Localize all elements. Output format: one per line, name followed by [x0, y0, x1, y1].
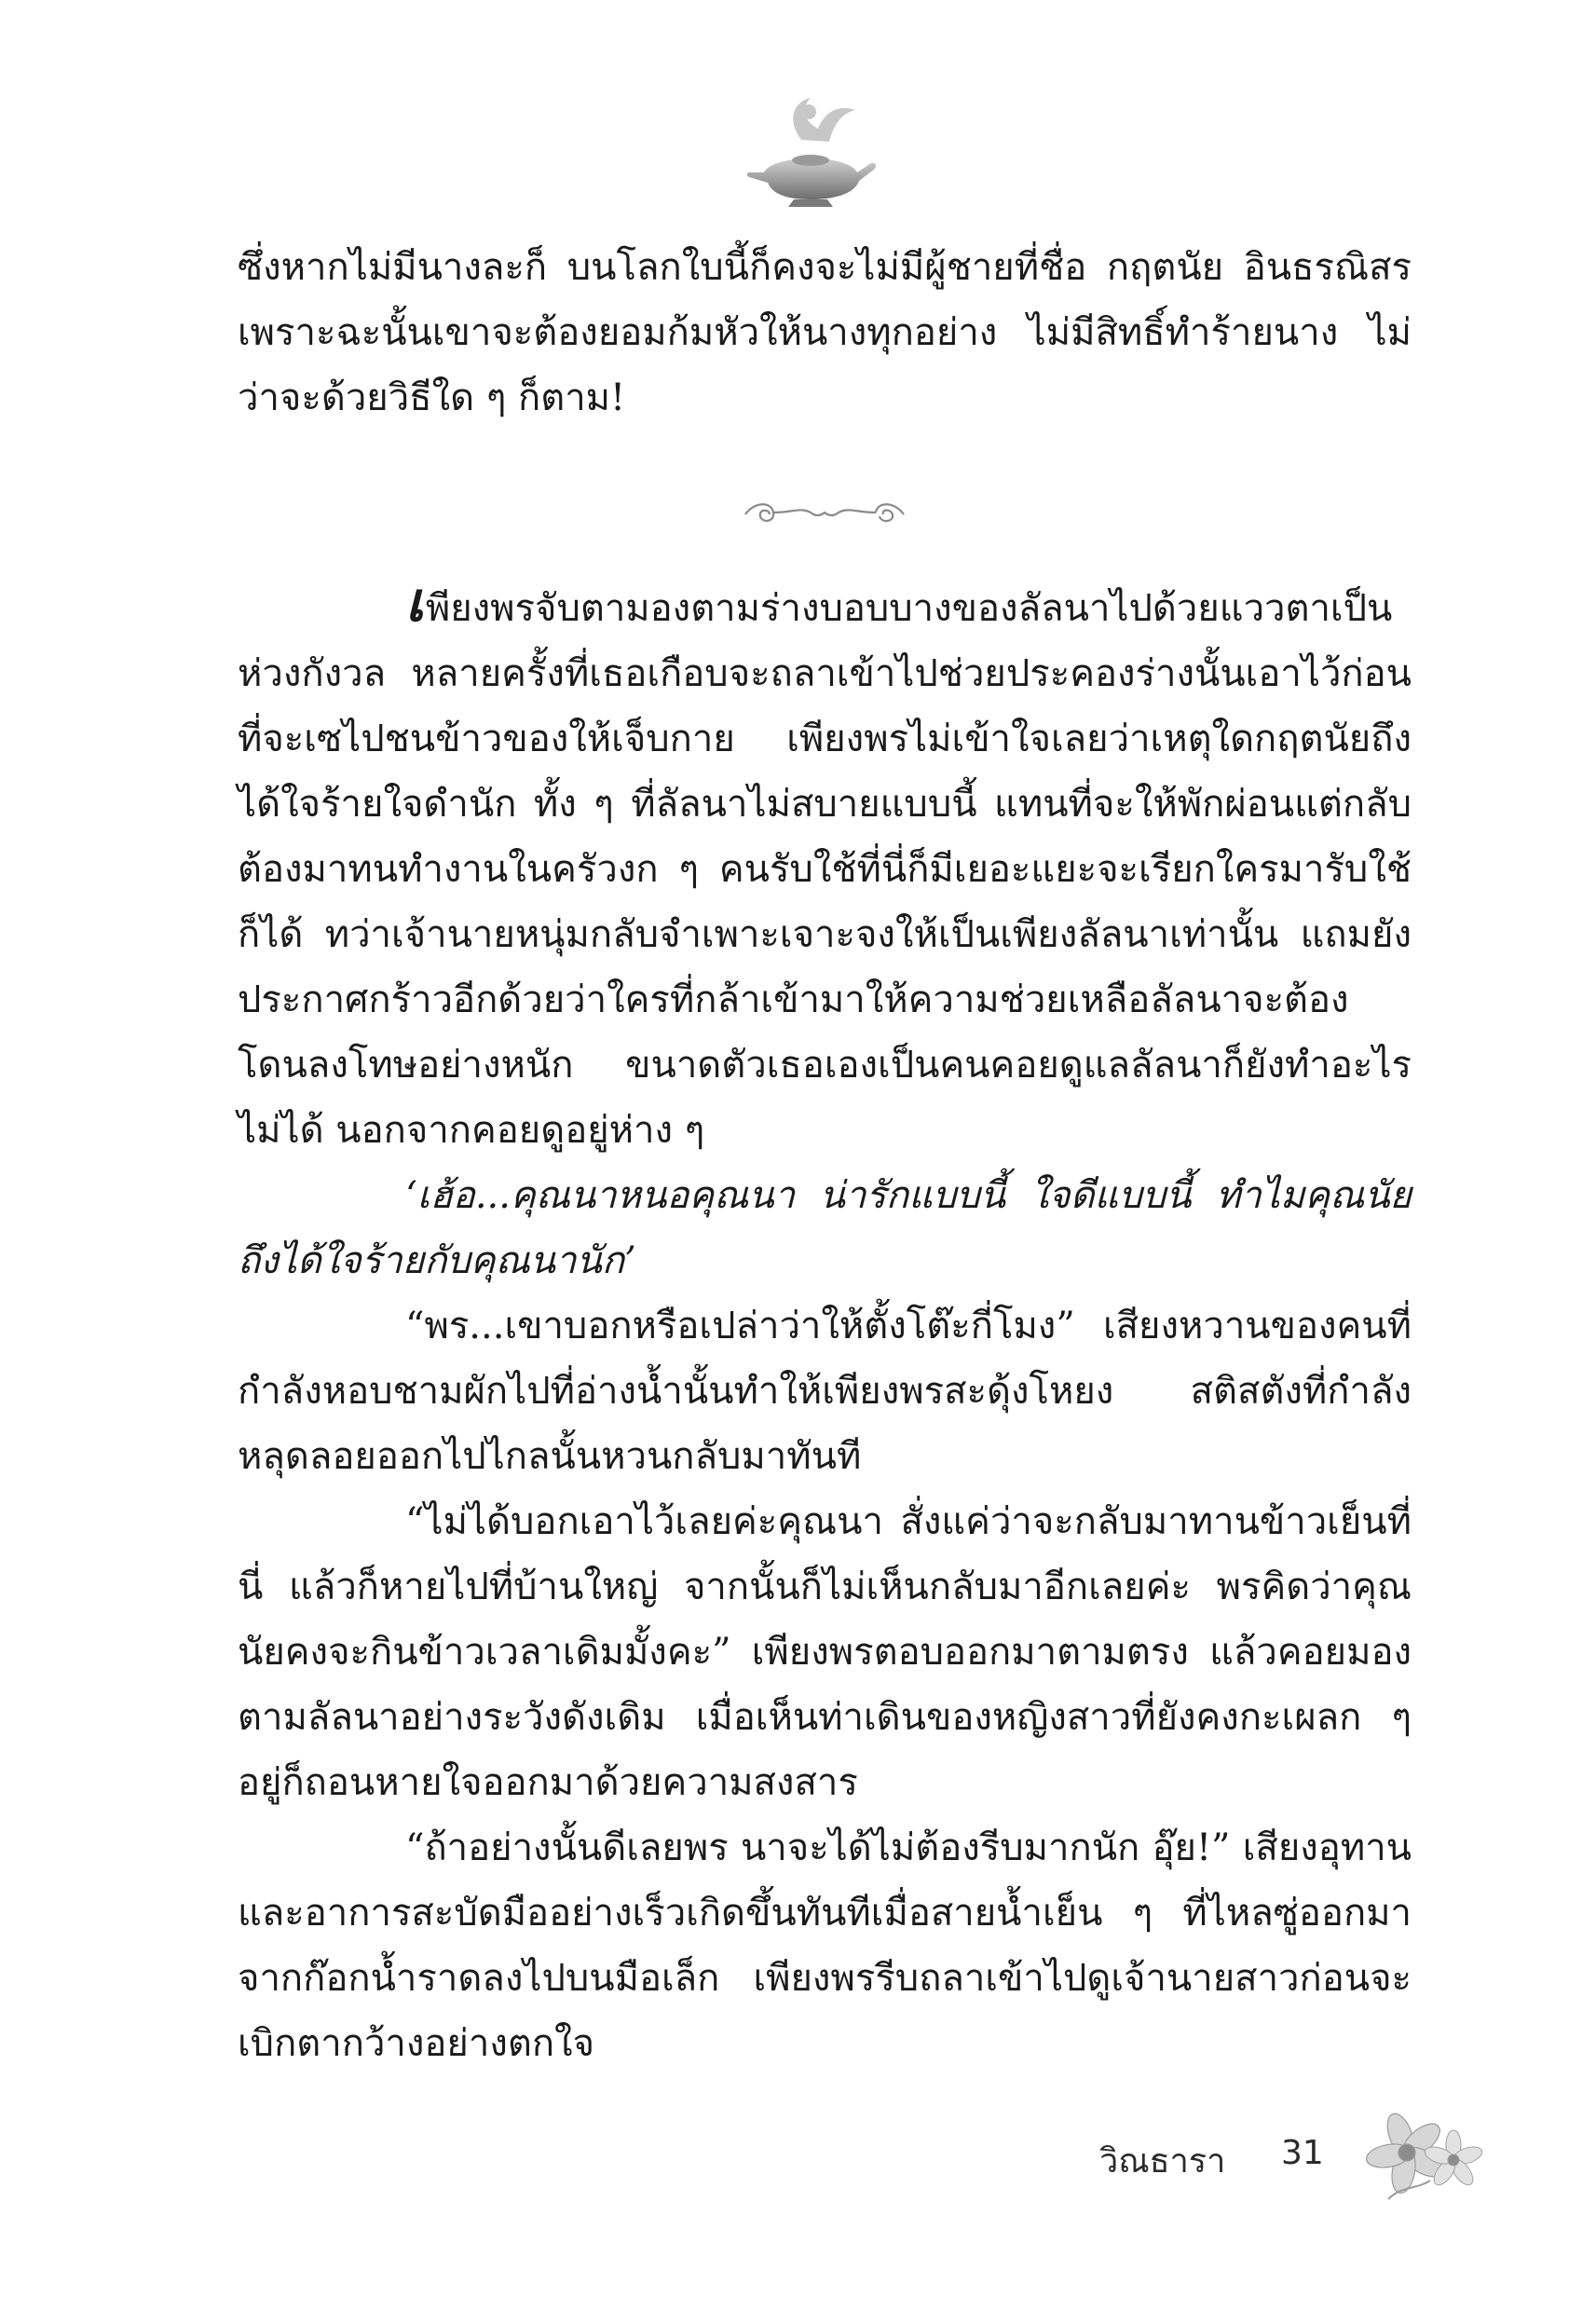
dropcap: เ	[405, 570, 424, 634]
paragraph: “ถ้าอย่างนั้นดีเลยพร นาจะได้ไม่ต้องรีบมากนัก อุ๊ย!” เสียงอุทานและอาการสะบัดมืออย่างเร็วเกิดขึ้นทันทีเมื่อสายน้ำเย็น ๆ ที่ไหลซู่ออกมาจากก๊อกน้ำราดลงไปบนมือเล็ก เพียงพรรีบถลาเข้าไปดูเจ้านายสาวก่อนจะเบิกตากว้างอย่างตกใจ	[238, 1826, 1412, 2065]
top-text-block	[238, 235, 1412, 431]
main-text-block	[238, 570, 1412, 2076]
paragraph-with-dropcap	[238, 570, 1412, 1163]
paragraph: ‘เฮ้อ...คุณนาหนอคุณนา น่ารักแบบนี้ ใจดีแบบนี้ ทำไมคุณนัยถึงได้ใจร้ายกับคุณนานัก’	[238, 1174, 1412, 1282]
page-number: 31	[1281, 2134, 1324, 2172]
paragraph-text: พียงพรจับตามองตามร่างบอบบางของลัลนาไปด้วยแววตาเป็นห่วงกังวล หลายครั้งที่เธอเกือบจะถลาเข้าไปช่วยประคองร่างนั้นเอาไว้ก่อนที่จะเซไปชนข้าวของให้เจ็บกาย เพียงพรไม่เข้าใจเลยว่าเหตุใดกฤตนัยถึงได้ใจร้ายใจดำนัก ทั้ง ๆ ที่ลัลนาไม่สบายแบบนี้ แทนที่จะให้พักผ่อนแต่กลับต้องมาทนทำงานในครัวงก ๆ คนรับใช้ที่นี่ก็มีเยอะแยะจะเรียกใครมารับใช้ก็ได้ ทว่าเจ้านายหนุ่มกลับจำเพาะเจาะจงให้เป็นเพียงลัลนาเท่านั้น แถมยังประกาศกร้าวอีกด้วยว่าใครที่กล้าเข้ามาให้ความช่วยเหลือลัลนาจะต้องโดนลงโทษอย่างหนัก ขนาดตัวเธอเองเป็นคนคอยดูแลลัลนาก็ยังทำอะไรไม่ได้ นอกจากคอยดูอยู่ห่าง ๆ	[238, 587, 1412, 1152]
scroll-divider-icon	[736, 494, 913, 531]
book-title: วิณธารา	[1099, 2142, 1226, 2181]
paragraph: “ไม่ได้บอกเอาไว้เลยค่ะคุณนา สั่งแค่ว่าจะกลับมาทานข้าวเย็นที่นี่ แล้วก็หายไปที่บ้านใหญ่ จากนั้นก็ไม่เห็นกลับมาอีกเลยค่ะ พรคิดว่าคุณนัยคงจะกินข้าวเวลาเดิมมั้งคะ” เพียงพรตอบออกมาตามตรง แล้วคอยมองตามลัลนาอย่างระวังดังเดิม เมื่อเห็นท่าเดินของหญิงสาวที่ยังคงกะเผลก ๆ อยู่ก็ถอนหายใจออกมาด้วยความสงสาร	[238, 1500, 1412, 1804]
paragraph: ซึ่งหากไม่มีนางละก็ บนโลกใบนี้ก็คงจะไม่มีผู้ชายที่ชื่อ กฤตนัย อินธรณิสร เพราะฉะนั้นเขาจะต้องยอมก้มหัวให้นางทุกอย่าง ไม่มีสิทธิ์ทำร้ายนาง ไม่ว่าจะด้วยวิธีใด ๆ ก็ตาม!	[238, 246, 1412, 419]
paragraph: “พร...เขาบอกหรือเปล่าว่าให้ตั้งโต๊ะกี่โมง” เสียงหวานของคนที่กำลังหอบชามผักไปที่อ่างน้ำนั้นทำให้เพียงพรสะดุ้งโหยง สติสตังที่กำลังหลุดลอยออกไปไกลนั้นหวนกลับมาทันที	[238, 1305, 1412, 1478]
magic-lamp-ornament-icon	[736, 84, 885, 214]
flower-ornament-icon	[1351, 2097, 1491, 2218]
